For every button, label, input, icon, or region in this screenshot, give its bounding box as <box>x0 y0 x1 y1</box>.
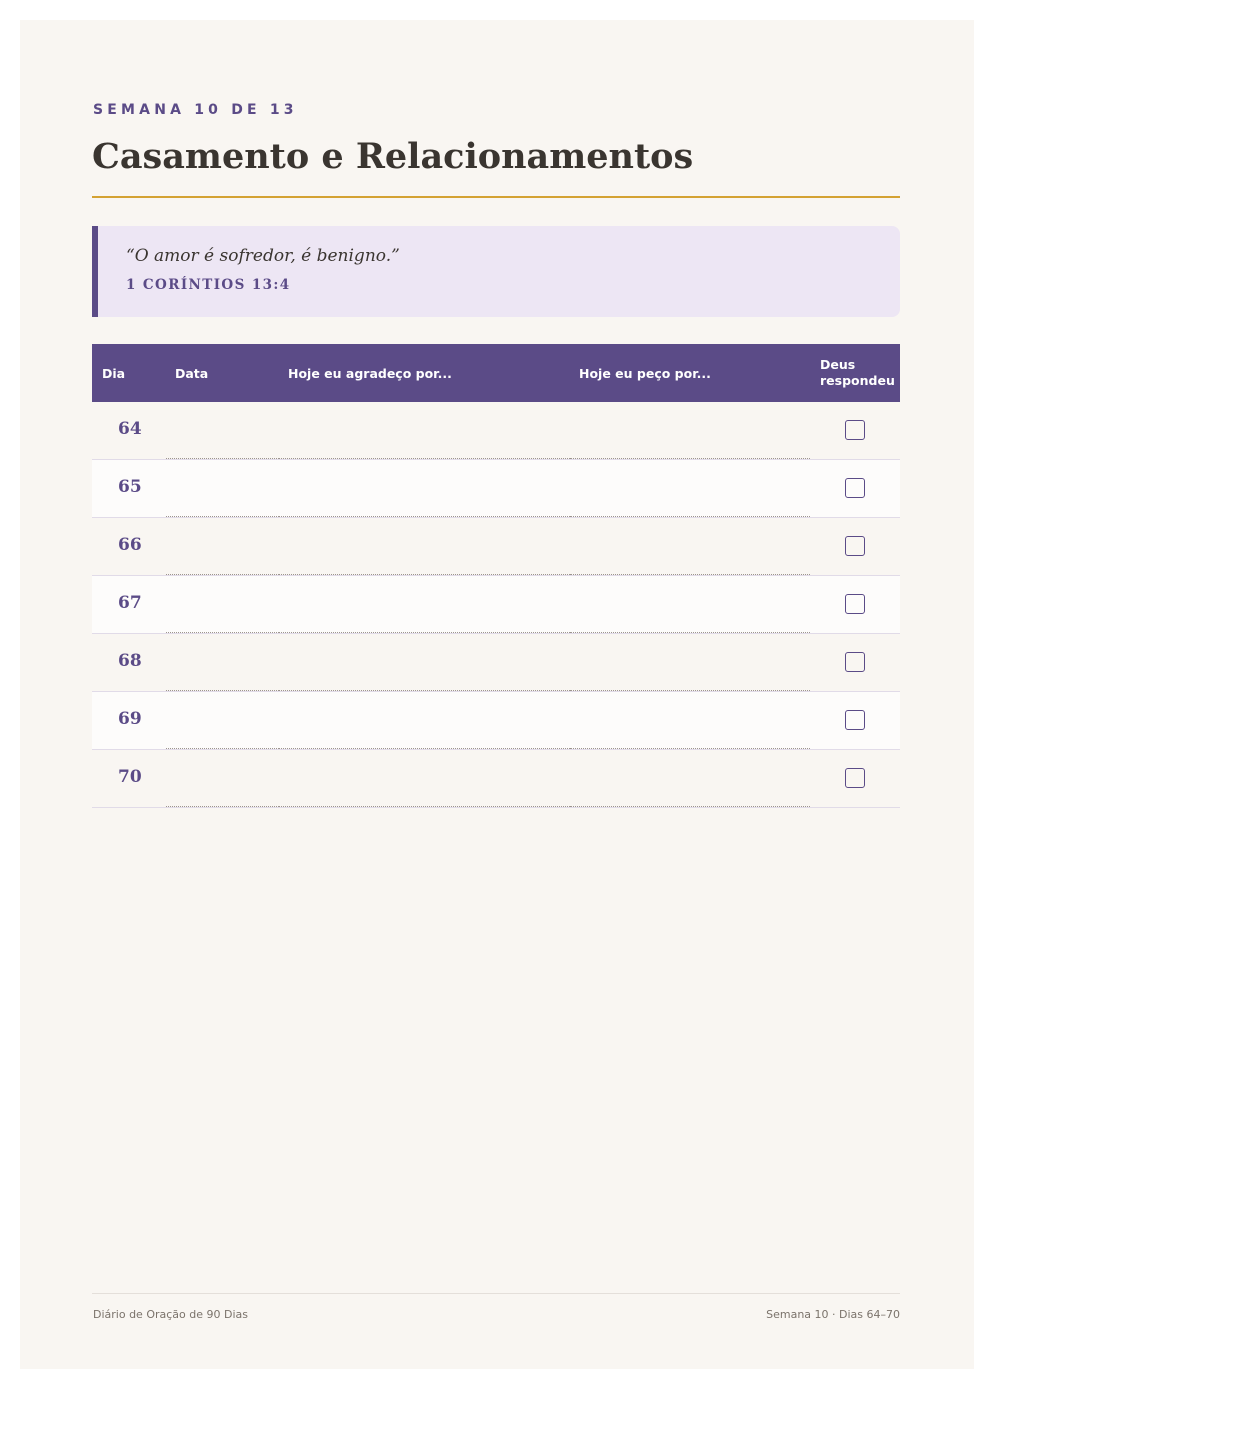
column-header-dia: Dia <box>102 366 126 381</box>
date-write-line[interactable] <box>166 458 279 459</box>
gratitude-write-line[interactable] <box>279 458 570 459</box>
table-row <box>92 750 900 808</box>
day-number: 66 <box>118 535 142 555</box>
verse-callout <box>92 226 900 317</box>
gratitude-write-line[interactable] <box>279 748 570 749</box>
table-row <box>92 402 900 460</box>
gratitude-write-line[interactable] <box>279 516 570 517</box>
gratitude-write-line[interactable] <box>279 806 570 807</box>
table-row <box>92 518 900 576</box>
footer-divider <box>92 1293 900 1294</box>
petition-write-line[interactable] <box>570 690 810 691</box>
column-header-petition: Hoje eu peço por... <box>579 366 711 381</box>
day-number: 69 <box>118 709 142 729</box>
verse-reference: 1 CORÍNTIOS 13:4 <box>126 277 291 293</box>
answered-checkbox[interactable] <box>845 594 865 614</box>
answered-checkbox[interactable] <box>845 536 865 556</box>
petition-write-line[interactable] <box>570 458 810 459</box>
petition-write-line[interactable] <box>570 574 810 575</box>
title-divider <box>92 196 900 198</box>
petition-write-line[interactable] <box>570 632 810 633</box>
date-write-line[interactable] <box>166 516 279 517</box>
week-label: SEMANA 10 DE 13 <box>93 102 298 118</box>
date-write-line[interactable] <box>166 806 279 807</box>
table-row <box>92 576 900 634</box>
table-row <box>92 692 900 750</box>
column-header-gratitude: Hoje eu agradeço por... <box>288 366 452 381</box>
footer-journal-name: Diário de Oração de 90 Dias <box>93 1308 248 1321</box>
footer-week-range: Semana 10 · Dias 64–70 <box>766 1308 900 1321</box>
column-header-answered: Deus respondeu <box>820 357 895 388</box>
date-write-line[interactable] <box>166 690 279 691</box>
answered-checkbox[interactable] <box>845 768 865 788</box>
day-number: 70 <box>118 767 142 787</box>
journal-rows <box>92 402 900 808</box>
table-row <box>92 634 900 692</box>
answered-checkbox[interactable] <box>845 420 865 440</box>
date-write-line[interactable] <box>166 632 279 633</box>
gratitude-write-line[interactable] <box>279 632 570 633</box>
answered-checkbox[interactable] <box>845 652 865 672</box>
gratitude-write-line[interactable] <box>279 690 570 691</box>
page-title: Casamento e Relacionamentos <box>92 136 694 177</box>
table-row <box>92 460 900 518</box>
date-write-line[interactable] <box>166 574 279 575</box>
answered-checkbox[interactable] <box>845 710 865 730</box>
day-number: 68 <box>118 651 142 671</box>
journal-page <box>20 20 974 1369</box>
date-write-line[interactable] <box>166 748 279 749</box>
petition-write-line[interactable] <box>570 748 810 749</box>
day-number: 67 <box>118 593 142 613</box>
petition-write-line[interactable] <box>570 806 810 807</box>
petition-write-line[interactable] <box>570 516 810 517</box>
table-header <box>92 344 900 402</box>
day-number: 65 <box>118 477 142 497</box>
column-header-data: Data <box>175 366 209 381</box>
day-number: 64 <box>118 419 142 439</box>
verse-text: “O amor é sofredor, é benigno.” <box>126 246 400 266</box>
gratitude-write-line[interactable] <box>279 574 570 575</box>
answered-checkbox[interactable] <box>845 478 865 498</box>
